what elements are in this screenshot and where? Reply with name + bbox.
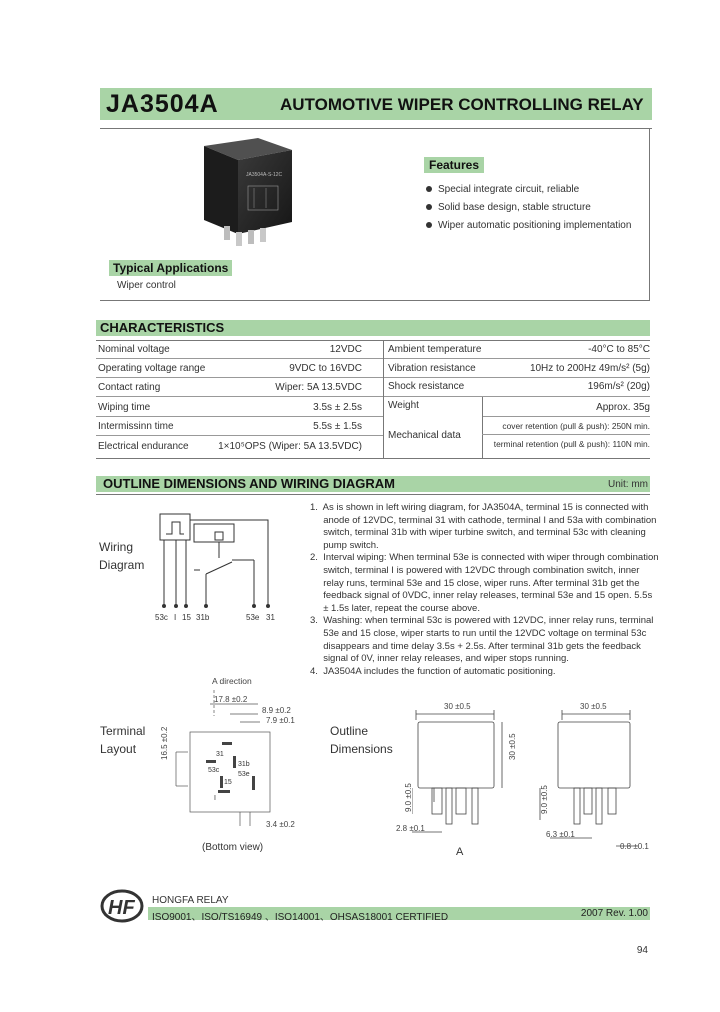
svg-text:JA3504A-S-12C: JA3504A-S-12C: [246, 172, 283, 178]
dimension-label: 8.9 ±0.2: [262, 706, 291, 715]
pin-label: 31: [216, 751, 224, 758]
characteristics-bottom-rule: [96, 458, 650, 459]
bullet-icon: [426, 222, 432, 228]
wiring-pin-label: 15: [182, 613, 191, 622]
char-label: Electrical endurance: [98, 441, 189, 452]
outline-rule: [96, 494, 650, 495]
char-label: Ambient temperature: [388, 344, 482, 355]
hongfa-logo-icon: [98, 888, 146, 924]
terminal-layout-label: Terminal Layout: [100, 724, 146, 756]
dimension-label: 9.0 ±0.5: [540, 785, 549, 814]
wiring-pin-label: I: [174, 613, 177, 622]
mechanical-cover: cover retention (pull & push): 250N min.: [502, 421, 650, 431]
features-title: Features: [424, 157, 484, 173]
char-label: Intermissinn time: [98, 421, 174, 432]
dimension-label: 30 ±0.5: [508, 733, 517, 760]
certification-text: ISO9001、ISO/TS16949 、ISO14001、OHSAS18001 CERTIFIED: [152, 912, 449, 923]
mechanical-label: Mechanical data: [388, 430, 461, 441]
header-right-rule: [649, 128, 650, 300]
char-value: 9VDC to 16VDC: [289, 363, 362, 374]
dimension-label: 0.8 ±0.1: [620, 842, 649, 851]
row-divider: [384, 358, 650, 359]
wiring-pin-label: 53e: [246, 613, 260, 622]
header-rule: [100, 128, 652, 129]
char-value: Approx. 35g: [596, 402, 650, 413]
svg-text:HF: HF: [108, 897, 135, 919]
dimension-label: 16.5 ±0.2: [160, 726, 169, 760]
pin-label: I: [214, 795, 216, 802]
row-divider: [96, 396, 383, 397]
dimension-label: 6.3 ±0.1: [546, 830, 575, 839]
feature-item: Solid base design, stable structure: [426, 202, 591, 213]
page-title: AUTOMOTIVE WIPER CONTROLLING RELAY: [280, 95, 644, 114]
dimension-label: 7.9 ±0.1: [266, 716, 295, 725]
char-value: 196m/s² (20g): [587, 381, 650, 392]
dimension-label: 2.8 ±0.1: [396, 824, 425, 833]
char-value: -40°C to 85°C: [588, 344, 650, 355]
char-label: Wiping time: [98, 402, 151, 413]
mechanical-terminal: terminal retention (pull & push): 110N min.: [493, 439, 650, 449]
dimension-label: 17.8 ±0.2: [214, 695, 248, 704]
outline-dimensions-label: Outline Dimensions: [330, 724, 393, 756]
pin-label: 15: [224, 779, 232, 786]
feature-item: Special integrate circuit, reliable: [426, 184, 579, 195]
row-divider: [96, 358, 383, 359]
pin-label: 53c: [208, 767, 220, 774]
char-value: 10Hz to 200Hz 49m/s² (5g): [529, 363, 650, 374]
row-divider: [482, 434, 650, 435]
bullet-icon: [426, 204, 432, 210]
mechanical-divider: [482, 397, 483, 458]
dimension-label: 3.4 ±0.2: [266, 820, 295, 829]
char-label: Contact rating: [98, 382, 161, 393]
dimension-label: 9.0 ±0.5: [404, 783, 413, 812]
char-value: 12VDC: [329, 344, 362, 355]
a-direction-label: A direction: [212, 676, 252, 686]
char-value: 5.5s ± 1.5s: [313, 421, 362, 432]
char-value: 1×10⁵OPS (Wiper: 5A 13.5VDC): [218, 441, 362, 452]
wiring-pin-label: 31b: [196, 613, 210, 622]
model-number: JA3504A: [106, 90, 219, 118]
row-divider: [482, 416, 650, 417]
outline-title: OUTLINE DIMENSIONS AND WIRING DIAGRAM: [103, 476, 396, 491]
dimension-label: 30 ±0.5: [580, 702, 607, 711]
brand-name: HONGFA RELAY: [152, 895, 229, 906]
unit-label: Unit: mm: [608, 479, 648, 490]
char-label: Weight: [388, 400, 419, 411]
revision-text: 2007 Rev. 1.00: [580, 908, 648, 919]
relay-product-image: [196, 136, 300, 256]
bottom-view-label: (Bottom view): [202, 842, 264, 853]
bullet-icon: [426, 186, 432, 192]
outline-dimensions-drawing: [412, 710, 642, 850]
row-divider: [96, 377, 383, 378]
dimension-label: 30 ±0.5: [444, 702, 471, 711]
page-number: 94: [636, 945, 648, 956]
char-label: Vibration resistance: [388, 363, 476, 374]
characteristics-title: CHARACTERISTICS: [100, 320, 225, 335]
typical-applications-title: Typical Applications: [109, 260, 232, 276]
row-divider: [384, 377, 650, 378]
characteristics-top-rule: [96, 340, 650, 341]
notes-block: 1. As is shown in left wiring diagram, for JA3504A, terminal 15 is connected with anode of 12VDC, terminal 31 with cathode, terminal I and 53a with combination switch, terminal 31b with wiper turbine switch, and terminal 53c with cleaning pump switch. 2. Interval wiping: When terminal 53e is connected with wiper through combination switch, terminal I is powered with 12VDC through combination switch, inner relay runs, terminal 53e and 15 close, wiper runs. After terminal 31b get the feedback signal of 0VDC, inner relay releases, terminal 53e and 15 open. 5.5s ± 1.5s later, repeat the course above. 3. Washing: when terminal 53c is powered with 12VDC, inner relay runs, terminal 53e and 15 close, wiper starts to run until the 12VDC voltage on terminal 53c disappears and time delay 3.5s + 2.5s. After terminal 31b gets the feedback signal of 0V, inner relay releases, and wiper stops running. 4. JA3504A includes the function of automatic positioning.: [310, 502, 659, 677]
char-label: Nominal voltage: [98, 344, 170, 355]
a-direction-mark: A: [456, 846, 464, 858]
row-divider: [96, 416, 383, 417]
terminal-layout-drawing: [170, 686, 280, 836]
row-divider: [384, 396, 650, 397]
char-label: Operating voltage range: [98, 363, 206, 374]
intro-bottom-rule: [100, 300, 650, 301]
wiring-pin-label: 31: [266, 613, 275, 622]
typical-applications-text: Wiper control: [117, 280, 176, 291]
feature-item: Wiper automatic positioning implementation: [426, 220, 631, 231]
wiring-label: Wiring Diagram: [99, 540, 145, 572]
row-divider: [96, 435, 383, 436]
pin-label: 31b: [238, 761, 250, 768]
char-value: Wiper: 5A 13.5VDC: [275, 382, 362, 393]
char-value: 3.5s ± 2.5s: [313, 402, 362, 413]
pin-label: 53e: [238, 771, 250, 778]
char-label: Shock resistance: [388, 381, 465, 392]
wiring-diagram: [150, 510, 290, 624]
wiring-pin-label: 53c: [155, 613, 168, 622]
